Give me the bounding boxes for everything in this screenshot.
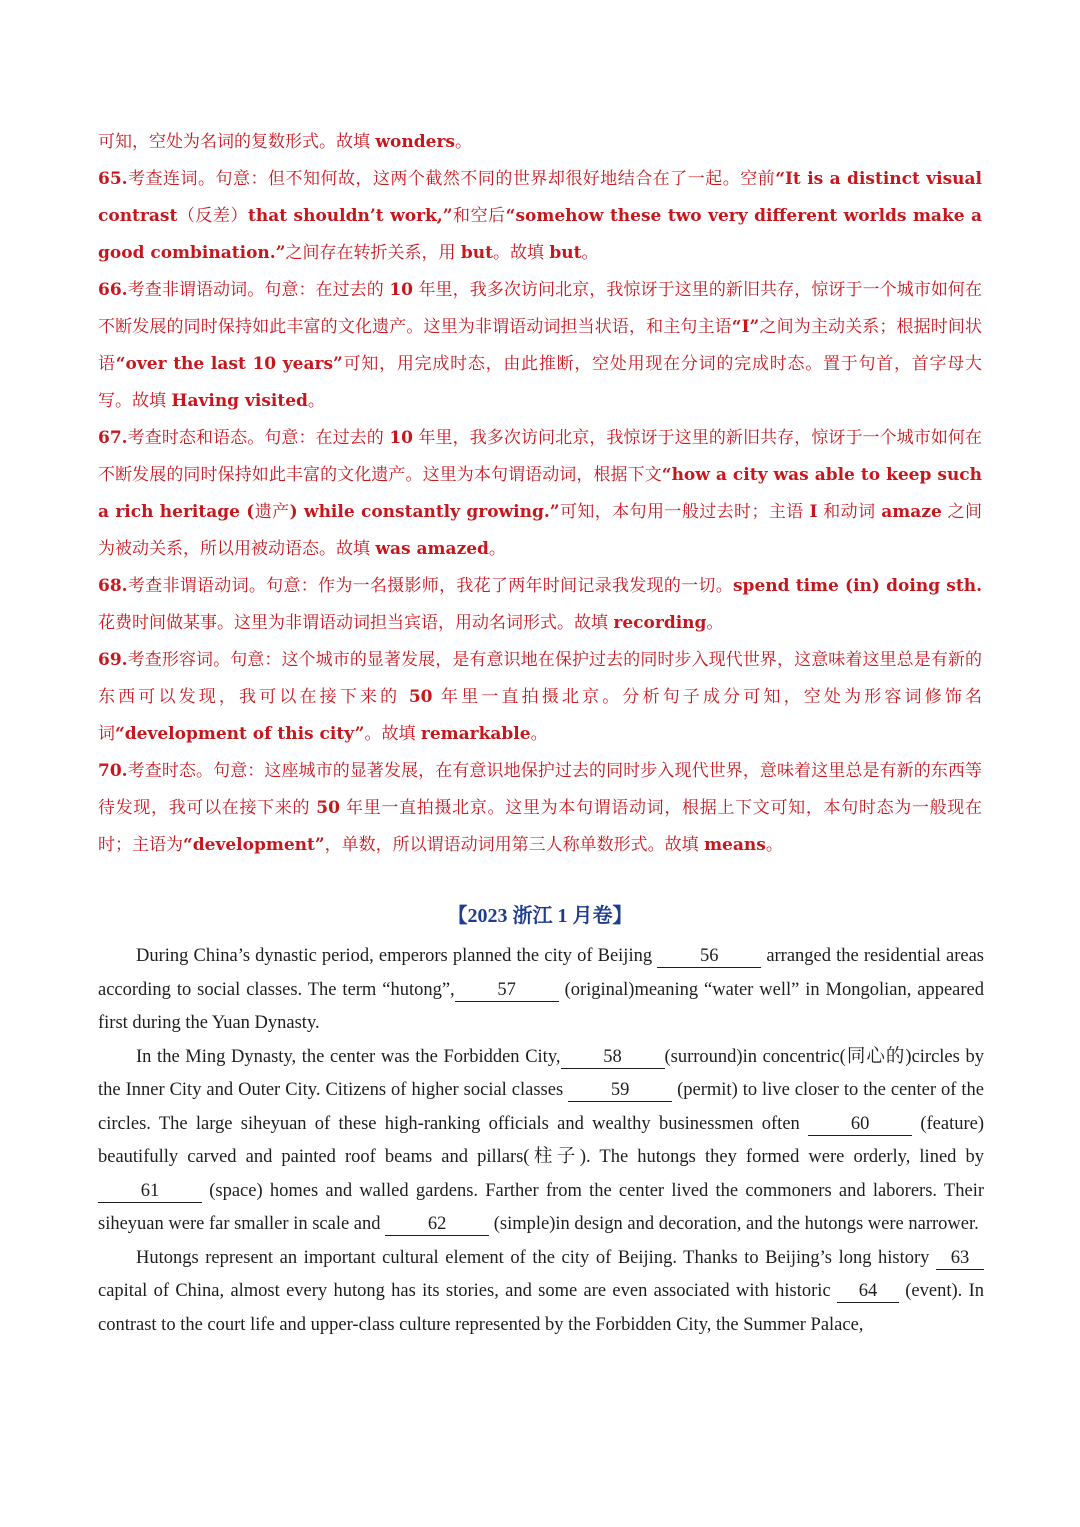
passage-text: Hutongs represent an important cultural element of the city of Beijing. Thanks to Beijing’s long history bbox=[136, 1247, 936, 1268]
blank-62: 62 bbox=[385, 1213, 489, 1236]
answer-text: 之间为主动关系；根据时间状语 bbox=[98, 317, 982, 374]
answer-emphasis: “I” bbox=[731, 317, 760, 337]
blank-61: 61 bbox=[98, 1180, 202, 1203]
passage-paragraph-3 bbox=[98, 1242, 984, 1343]
answer-paragraph bbox=[98, 124, 982, 161]
passage-text: (surround)in concentric(同心的)circles by the Inner City and Outer City. Citizens of higher social classes bbox=[98, 1046, 984, 1100]
answer-explanations bbox=[98, 124, 982, 864]
answer-text: 之间存在转折关系，用 bbox=[285, 243, 461, 263]
answer-text: 。 bbox=[454, 132, 472, 152]
passage-paragraph-2 bbox=[98, 1041, 984, 1242]
answer-emphasis: amaze bbox=[881, 502, 942, 522]
answer-text: 遗产 bbox=[254, 502, 290, 522]
blank-57: 57 bbox=[455, 979, 559, 1002]
answer-paragraph bbox=[98, 272, 982, 420]
answer-text: 考查时态和语态。句意：在过去的 bbox=[127, 428, 390, 448]
answer-paragraph bbox=[98, 753, 982, 864]
answer-emphasis: 68. bbox=[98, 576, 128, 596]
answer-emphasis: remarkable bbox=[420, 724, 531, 744]
answer-text: 。 bbox=[581, 243, 599, 263]
answer-text: 。 bbox=[530, 724, 548, 744]
passage-text: (simple)in design and decoration, and the hutongs were narrower. bbox=[489, 1214, 979, 1234]
answer-emphasis: “It is a distinct visual contrast bbox=[98, 169, 982, 226]
answer-text: 。 bbox=[488, 539, 506, 559]
answer-emphasis: 67. bbox=[98, 428, 128, 448]
passage-text: capital of China, almost every hutong has its stories, and some are even associated with historic bbox=[98, 1281, 837, 1301]
answer-emphasis: 66. bbox=[98, 280, 128, 300]
blank-56: 56 bbox=[657, 945, 761, 968]
answer-text: 年里，我多次访问北京，我惊讶于这里的新旧共存，惊讶于一个城市如何在不断发展的同时保持如此丰富的文化遗产。这里为非谓语动词担当状语，和主句主语 bbox=[98, 280, 983, 337]
answer-text: 。故填 bbox=[493, 243, 550, 263]
answer-text: ，单数，所以谓语动词用第三人称单数形式。故填 bbox=[324, 835, 705, 855]
passage-text: (event). In contrast to the court life and upper-class culture represented by the Forbidden City, the Summer Palace, bbox=[98, 1281, 984, 1335]
answer-text: 年里一直拍摄北京。这里为本句谓语动词，根据上下文可知，本句时态为一般现在时；主语为 bbox=[98, 798, 982, 855]
answer-emphasis: was amazed bbox=[375, 539, 489, 559]
answer-emphasis: “over the last 10 years” bbox=[115, 354, 343, 374]
cloze-passage bbox=[98, 940, 984, 1342]
blank-60: 60 bbox=[808, 1113, 912, 1136]
answer-text: 考查连词。句意：但不知何故，这两个截然不同的世界却很好地结合在了一起。空前 bbox=[127, 169, 776, 189]
answer-text: 可知，用完成时态，由此推断，空处用现在分词的完成时态。置于句首，首字母大写。故填 bbox=[98, 354, 983, 411]
answer-emphasis: “development” bbox=[183, 835, 325, 855]
passage-text: (original)meaning “water well” in Mongolian, appeared first during the Yuan Dynasty. bbox=[98, 979, 984, 1033]
answer-emphasis: 70. bbox=[98, 761, 128, 781]
answer-paragraph bbox=[98, 642, 982, 753]
blank-63: 63 bbox=[936, 1247, 984, 1270]
answer-emphasis: “development of this city” bbox=[115, 724, 365, 744]
answer-text: 可知，空处为名词的复数形式。故填 bbox=[98, 132, 376, 152]
answer-text: 考查非谓语动词。句意：在过去的 bbox=[127, 280, 390, 300]
passage-paragraph-1 bbox=[98, 940, 984, 1041]
answer-text: （反差） bbox=[177, 206, 248, 226]
answer-emphasis: 10 bbox=[389, 428, 413, 448]
blank-59: 59 bbox=[568, 1079, 672, 1102]
answer-text: 考查形容词。句意：这个城市的显著发展，是有意识地在保护过去的同时步入现代世界，这意味着这里总是有新的东西可以发现，我可以在接下来的 bbox=[98, 650, 982, 707]
answer-emphasis: but bbox=[460, 243, 493, 263]
answer-emphasis: wonders bbox=[375, 132, 455, 152]
blank-64: 64 bbox=[837, 1280, 899, 1303]
answer-emphasis: means bbox=[704, 835, 766, 855]
answer-paragraph bbox=[98, 161, 982, 272]
answer-text: 花费时间做某事。这里为非谓语动词担当宾语，用动名词形式。故填 bbox=[98, 613, 614, 633]
passage-text: In the Ming Dynasty, the center was the Forbidden City, bbox=[136, 1046, 561, 1067]
answer-text: 之间为被动关系，所以用被动语态。故填 bbox=[98, 502, 983, 559]
blank-58: 58 bbox=[561, 1046, 665, 1069]
answer-text: 年里一直拍摄北京。分析句子成分可知，空处为形容词修饰名词 bbox=[98, 687, 982, 744]
answer-emphasis: ) while constantly growing.” bbox=[289, 502, 560, 522]
answer-emphasis: “how a city was able to keep such a rich heritage ( bbox=[98, 465, 983, 522]
answer-text: 。 bbox=[307, 391, 325, 411]
passage-text: (feature) beautifully carved and painted roof beams and pillars(柱子). The hutongs they formed were orderly, lined by bbox=[98, 1113, 984, 1167]
answer-paragraph bbox=[98, 420, 982, 568]
answer-text: 考查时态。句意：这座城市的显著发展，在有意识地保护过去的同时步入现代世界，意味着这里总是有新的东西等待发现，我可以在接下来的 bbox=[98, 761, 982, 818]
answer-text: 和空后 bbox=[452, 206, 506, 226]
answer-emphasis: “somehow these two very different worlds make a good combination.” bbox=[98, 206, 983, 263]
answer-emphasis: spend time (in) doing sth. bbox=[732, 576, 982, 596]
answer-emphasis: 50 bbox=[316, 798, 340, 818]
answer-emphasis: recording bbox=[613, 613, 707, 633]
passage-text: During China’s dynastic period, emperors planned the city of Beijing bbox=[136, 946, 658, 966]
answer-text: 年里，我多次访问北京，我惊讶于这里的新旧共存，惊讶于一个城市如何在不断发展的同时保持如此丰富的文化遗产。这里为本句谓语动词，根据下文 bbox=[98, 428, 983, 485]
answer-text: 。故填 bbox=[364, 724, 421, 744]
answer-text: 。 bbox=[706, 613, 724, 633]
answer-emphasis: but bbox=[549, 243, 582, 263]
answer-emphasis: 10 bbox=[389, 280, 413, 300]
answer-emphasis: that shouldn’t work,” bbox=[248, 206, 453, 226]
answer-emphasis: 65. bbox=[98, 169, 128, 189]
answer-text: 可知，本句用一般过去时；主语 bbox=[559, 502, 810, 522]
answer-emphasis: Having visited bbox=[171, 391, 308, 411]
passage-text: (permit) to live closer to the center of the circles. The large siheyuan of these high-ranking officials and wealthy businessmen often bbox=[98, 1080, 984, 1134]
answer-emphasis: 50 bbox=[408, 687, 433, 707]
passage-text: arranged the residential areas according to social classes. The term “hutong”, bbox=[98, 946, 984, 1000]
answer-text: 和动词 bbox=[817, 502, 882, 522]
answer-emphasis: I bbox=[809, 502, 818, 522]
answer-text: 。 bbox=[765, 835, 783, 855]
answer-text: 考查非谓语动词。句意：作为一名摄影师，我花了两年时间记录我发现的一切。 bbox=[127, 576, 733, 596]
answer-emphasis: 69. bbox=[98, 650, 128, 670]
section-title: 【2023 浙江 1 月卷】 bbox=[447, 905, 633, 927]
answer-paragraph bbox=[98, 568, 982, 642]
passage-text: (space) homes and walled gardens. Farther from the center lived the commoners and laborers. Their siheyuan were far smaller in scale and bbox=[98, 1180, 984, 1234]
